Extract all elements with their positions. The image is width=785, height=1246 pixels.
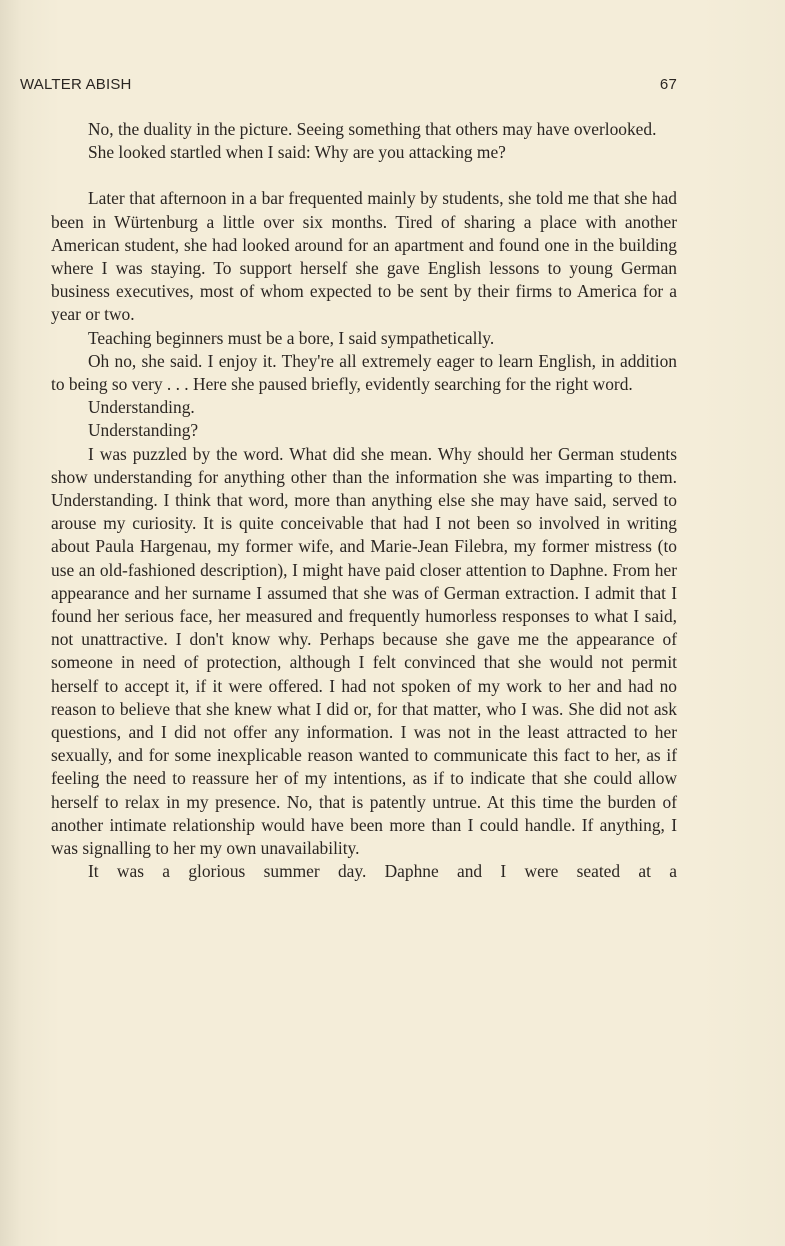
paragraph: Understanding? [88,420,199,441]
page-number: 67 [659,76,677,93]
paragraph: Oh no, she said. I enjoy it. They're all extremely eager to learn English, in addition to being so very . . . Here she paused briefly, evidently searching for the right word. [51,350,677,395]
paragraph: No, the duality in the picture. Seeing something that others may have overlooked. [88,119,657,139]
section-break [51,164,677,187]
paragraph: Teaching beginners must be a bore, I said sympathetically. [88,327,495,348]
paragraph: It was a glorious summer day. Daphne and I were seated at a [88,861,677,882]
body-text [51,118,677,884]
paragraph: She looked startled when I said: Why are you attacking me? [88,142,506,163]
paragraph: Later that afternoon in a bar frequented mainly by students, she told me that she had been in Würtenburg a little over six months. Tired of sharing a place with another American student, she had looked around for an apartment and found one in the building where I was staying. To support herself she gave English lessons to young German business executives, most of whom expected to be sent by their firms to America for a year or two. [51,188,677,325]
paragraph: I was puzzled by the word. What did she mean. Why should her German students show understanding for anything other than the information she was imparting to them. Understanding. I think that word, more than anything else she may have said, served to arouse my curiosity. It is quite conceivable that had I not been so involved in writing about Paula Hargenau, my former wife, and Marie-Jean Filebra, my former mistress (to use an old-fashioned description), I might have paid closer attention to Daphne. From her appearance and her surname I assumed that she was of German extraction. I admit that I found her serious face, her measured and frequently humorless responses to what I said, not unattractive. I don't know why. Perhaps because she gave me the appearance of someone in need of protection, although I felt convinced that she would not permit herself to accept it, if it were offered. I had not spoken of my work to her and had no reason to believe that she knew what I did or, for that matter, who I was. She did not ask questions, and I did not offer any information. I was not in the least attracted to her sexually, and for some inexplicable reason wanted to communicate this fact to her, as if feeling the need to reassure her of my intentions, as if to indicate that she could allow herself to relax in my presence. No, that is patently untrue. At this time the burden of another intimate relationship would have been more than I could handle. If anything, I was signalling to her my own unavailability. [51,443,677,859]
paragraph: Understanding. [88,397,195,418]
running-head-author: WALTER ABISH [20,76,132,93]
